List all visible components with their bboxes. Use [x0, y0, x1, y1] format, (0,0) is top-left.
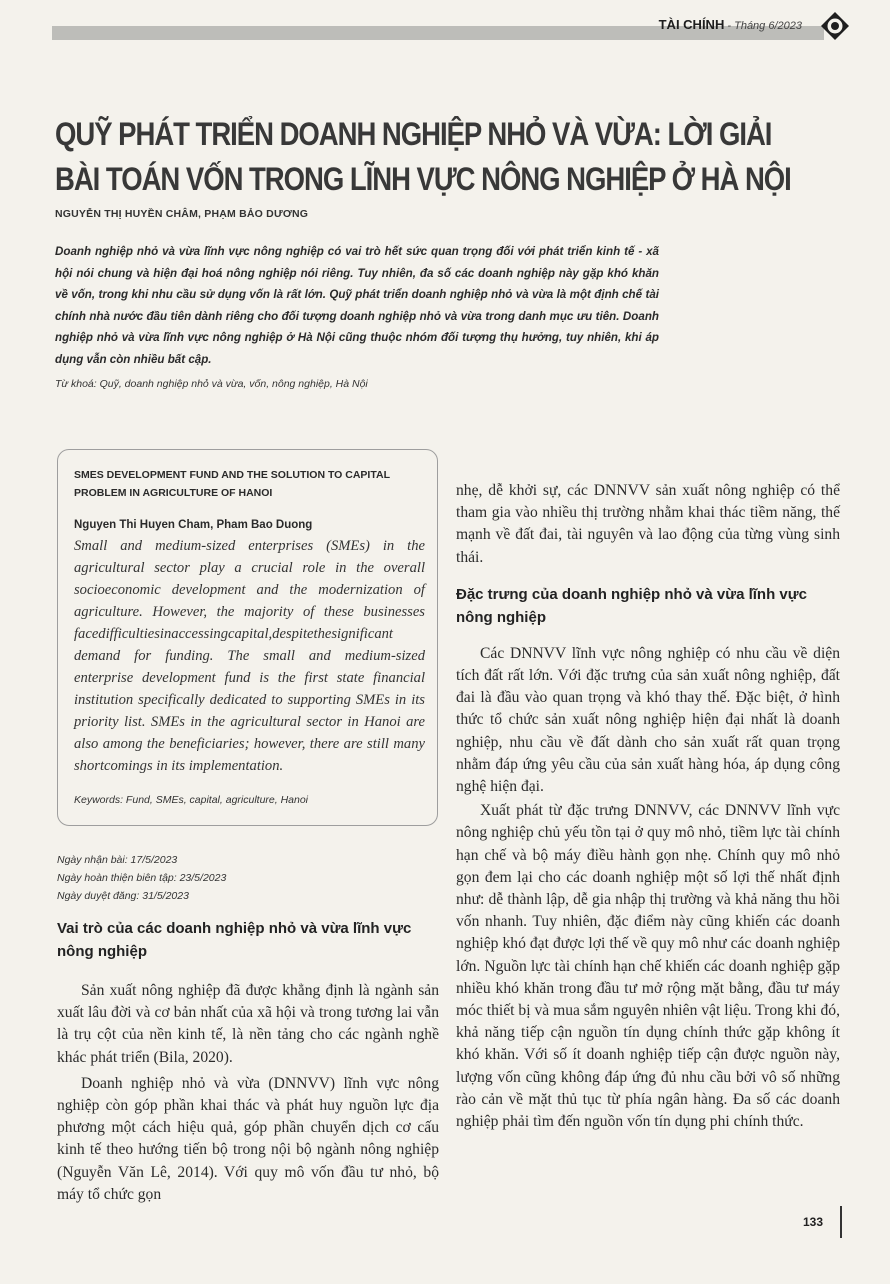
page-number: 133: [803, 1215, 824, 1229]
publication-dates: [57, 851, 226, 905]
left-column: [57, 917, 439, 1206]
english-abstract-box: [57, 449, 438, 826]
section-2-paragraph-1: Các DNNVV lĩnh vực nông nghiệp có nhu cầu về diện tích đất rất lớn. Với đặc trưng của sản xuất nông nghiệp, đất đai là đầu vào quan trọng và khó thay thế. Đặc biệt, ở hình thức tổ chức sản xuất nông nghiệp hiện đại nhất là doanh nghiệp, nhu cầu về đất dành cho sản xuất rất quan trọng nhằm đáp ứng yêu cầu của sản xuất hàng hóa, áp dụng công nghệ hiện đại.: [456, 644, 840, 796]
article-title: [55, 112, 791, 202]
section-1-paragraph-1: Sản xuất nông nghiệp đã được khẳng định là ngành sản xuất lâu đời và cơ bản nhất của xã hội và trong tương lai vẫn là trụ cột của nền kinh tế, là nền tảng cho các ngành nghề khác phát triển (Bila, 2020).: [57, 982, 439, 1066]
section-1-paragraph-2: Doanh nghiệp nhỏ và vừa (DNNVV) lĩnh vực nông nghiệp còn góp phần khai thác và phát huy nguồn lực địa phương một cách hiệu quả, góp phần chuyển dịch cơ cấu kinh tế theo hướng tiến bộ trong nội bộ ngành nông nghiệp (Nguyễn Văn Lê, 2014). Với quy mô vốn đầu tư nhỏ, bộ máy tổ chức gọn: [57, 1074, 439, 1203]
right-column: [456, 480, 840, 1133]
english-abstract: Small and medium-sized enterprises (SMEs) in the agricultural sector play a crucial role in the overall socioeconomic development and the modernization of agriculture. However, the majority of these businesses facedifficultiesinaccessingcapital,despitethesignificant demand for funding. The small and medium-sized enterprise development fund is the first state financial institution specifically dedicated to supporting SMEs in its priority list. SMEs in the agricultural sector in Hanoi are also among the beneficiaries; however, there are still many shortcomings in its implementation.: [74, 538, 425, 774]
diamond-circle-icon: [820, 11, 850, 41]
authors: NGUYỄN THỊ HUYỀN CHÂM, PHẠM BẢO DƯƠNG: [55, 208, 309, 220]
page-number-rule: [840, 1206, 842, 1238]
title-line-1: QUỸ PHÁT TRIỂN DOANH NGHIỆP NHỎ VÀ VỪA: LỜI GIẢI: [55, 116, 772, 152]
section-name: TÀI CHÍNH: [658, 17, 725, 32]
section-1-paragraph-2-cont: nhẹ, dễ khởi sự, các DNNVV sản xuất nông nghiệp có thể tham gia vào nhiều thị trường nhằm khai thác tiềm năng, thế mạnh về đất đai, tài nguyên và lao động của từng vùng sinh thái.: [456, 482, 840, 566]
date-revised: Ngày hoàn thiện biên tập: 23/5/2023: [57, 872, 227, 884]
section-1-heading: Vai trò của các doanh nghiệp nhỏ và vừa lĩnh vực nông nghiệp: [57, 920, 412, 960]
abstract-vi: Doanh nghiệp nhỏ và vừa lĩnh vực nông nghiệp có vai trò hết sức quan trọng đối với phát triển kinh tế - xã hội nói chung và hiện đại hoá nông nghiệp nói riêng. Tuy nhiên, đa số các doanh nghiệp này gặp khó khăn về vốn, trong khi nhu cầu sử dụng vốn là rất lớn. Quỹ phát triển doanh nghiệp nhỏ và vừa là một định chế tài chính nhà nước đầu tiên dành riêng cho đối tượng doanh nghiệp nhỏ và vừa trong danh mục ưu tiên. Doanh nghiệp nhỏ và vừa lĩnh vực nông nghiệp ở Hà Nội cũng thuộc nhóm đối tượng thụ hưởng, tuy nhiên, khi áp dụng vẫn còn nhiều bất cập.: [55, 245, 659, 366]
date-received: Ngày nhận bài: 17/5/2023: [57, 854, 178, 866]
english-title: SMES DEVELOPMENT FUND AND THE SOLUTION TO CAPITAL PROBLEM IN AGRICULTURE OF HANOI: [74, 469, 390, 499]
running-header: [659, 17, 802, 32]
section-2-paragraph-2: Xuất phát từ đặc trưng DNNVV, các DNNVV lĩnh vực nông nghiệp chủ yếu tồn tại ở quy mô nhỏ, tiềm lực tài chính hạn chế và bộ máy điều hành gọn nhẹ. Chính quy mô nhỏ gọn đem lại cho các doanh nghiệp một số lợi thế nhất định như: dễ thành lập, dễ gia nhập thị trường và khả năng thu hồi vốn nhanh. Tuy nhiên, đặc điểm này cũng khiến các doanh nghiệp khó đạt được lợi thế về quy mô như các doanh nghiệp lớn. Nguồn lực tài chính hạn chế khiến các doanh nghiệp gặp nhiều khó khăn trong đầu tư mở rộng mặt bằng, đầu tư máy móc thiết bị và mua sắm nguyên nhiên vật liệu. Trong khi đó, khả năng tiếp cận nguồn tín dụng chính thức gặp không ít khó khăn. Với số ít doanh nghiệp tiếp cận được nguồn này, lượng vốn cũng không đáp ứng đủ nhu cầu bởi vô số những rào cản về mặt thủ tục từ phía ngân hàng. Đa số các doanh nghiệp phải tìm đến nguồn vốn tín dụng phi chính thức.: [456, 802, 840, 1131]
title-line-2: BÀI TOÁN VỐN TRONG LĨNH VỰC NÔNG NGHIỆP Ở HÀ NỘI: [55, 161, 791, 197]
issue-date: - Tháng 6/2023: [724, 20, 802, 32]
english-keywords: Keywords: Fund, SMEs, capital, agriculture, Hanoi: [74, 794, 309, 806]
date-approved: Ngày duyệt đăng: 31/5/2023: [57, 890, 189, 902]
keywords-vi: Từ khoá: Quỹ, doanh nghiệp nhỏ và vừa, vốn, nông nghiệp, Hà Nội: [55, 378, 368, 390]
english-authors: Nguyen Thi Huyen Cham, Pham Bao Duong: [74, 519, 313, 531]
section-2-heading: Đặc trưng của doanh nghiệp nhỏ và vừa lĩnh vực nông nghiệp: [456, 585, 807, 626]
